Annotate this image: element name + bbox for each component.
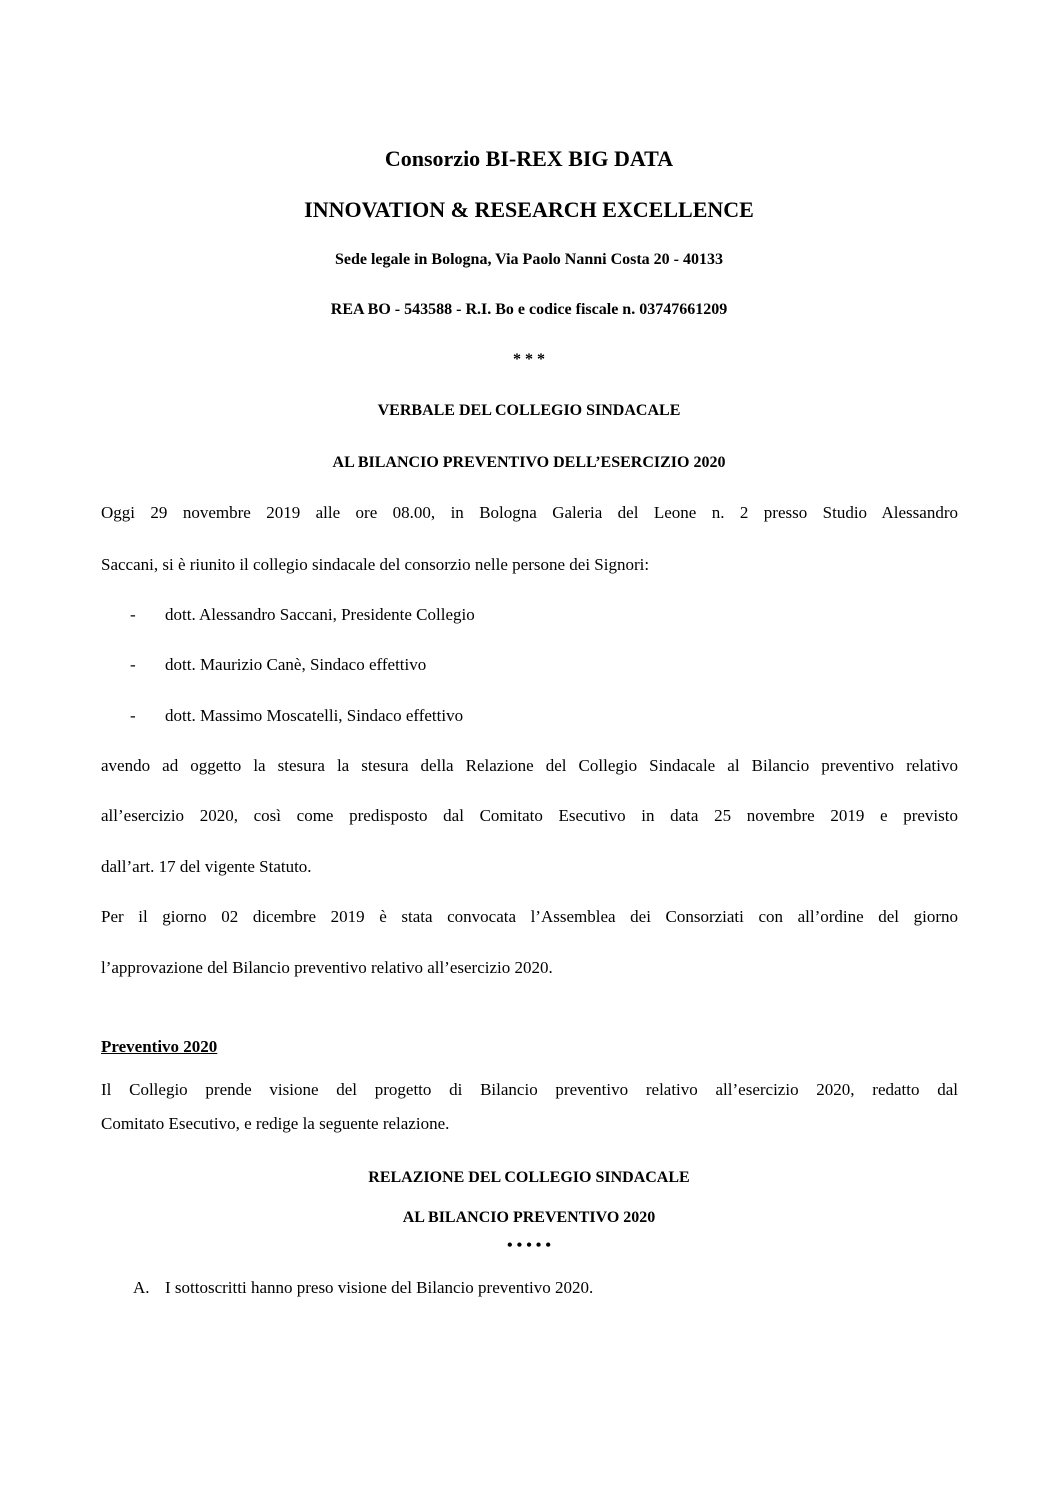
item-a-marker: A. [133, 1278, 150, 1297]
list-item-dash: - [130, 605, 136, 624]
purpose-line-3: dall’art. 17 del vigente Statuto. [101, 857, 312, 876]
list-item-dash: - [130, 655, 136, 674]
member-auditor-1: dott. Maurizio Canè, Sindaco effettivo [165, 655, 427, 674]
report-separator: • • • • • [506, 1237, 551, 1254]
minutes-heading-line-2: AL BILANCIO PREVENTIVO DELL’ESERCIZIO 2020 [332, 454, 726, 471]
member-auditor-2: dott. Massimo Moscatelli, Sindaco effettivo [165, 706, 464, 725]
item-a-text: I sottoscritti hanno preso visione del Bilancio preventivo 2020. [165, 1278, 594, 1297]
assembly-line-2: l’approvazione del Bilancio preventivo relativo all’esercizio 2020. [101, 958, 553, 977]
registered-address: Sede legale in Bologna, Via Paolo Nanni Costa 20 - 40133 [334, 251, 724, 268]
member-president: dott. Alessandro Saccani, Presidente Collegio [165, 605, 475, 624]
title-line-2: INNOVATION & RESEARCH EXCELLENCE [304, 197, 754, 222]
intro-line-1: Oggi 29 novembre 2019 alle ore 08.00, in Bologna Galeria del Leone n. 2 presso Studio Alessandro [101, 503, 958, 522]
header-separator: * * * [513, 351, 545, 368]
list-item-dash: - [130, 706, 136, 725]
assembly-line-1: Per il giorno 02 dicembre 2019 è stata convocata l’Assemblea dei Consorziati con all’ordine del giorno [101, 907, 958, 926]
section-title-preventivo: Preventivo 2020 [101, 1037, 218, 1056]
purpose-line-1: avendo ad oggetto la stesura la stesura della Relazione del Collegio Sindacale al Bilancio preventivo relativo [101, 756, 958, 775]
report-heading-line-1: RELAZIONE DEL COLLEGIO SINDACALE [368, 1169, 690, 1186]
title-line-1: Consorzio BI-REX BIG DATA [384, 146, 674, 171]
registry-info: REA BO - 543588 - R.I. Bo e codice fiscale n. 03747661209 [330, 301, 728, 318]
intro-line-2: Saccani, si è riunito il collegio sindacale del consorzio nelle persone dei Signori: [101, 555, 650, 574]
purpose-line-2: all’esercizio 2020, così come predisposto dal Comitato Esecutivo in data 25 novembre 2019 e previsto [101, 806, 958, 825]
minutes-heading-line-1: VERBALE DEL COLLEGIO SINDACALE [377, 402, 681, 419]
preventivo-line-2: Comitato Esecutivo, e redige la seguente relazione. [101, 1114, 450, 1133]
report-heading-line-2: AL BILANCIO PREVENTIVO 2020 [402, 1209, 656, 1226]
preventivo-line-1: Il Collegio prende visione del progetto di Bilancio preventivo relativo all’esercizio 2020, redatto dal [101, 1080, 958, 1099]
